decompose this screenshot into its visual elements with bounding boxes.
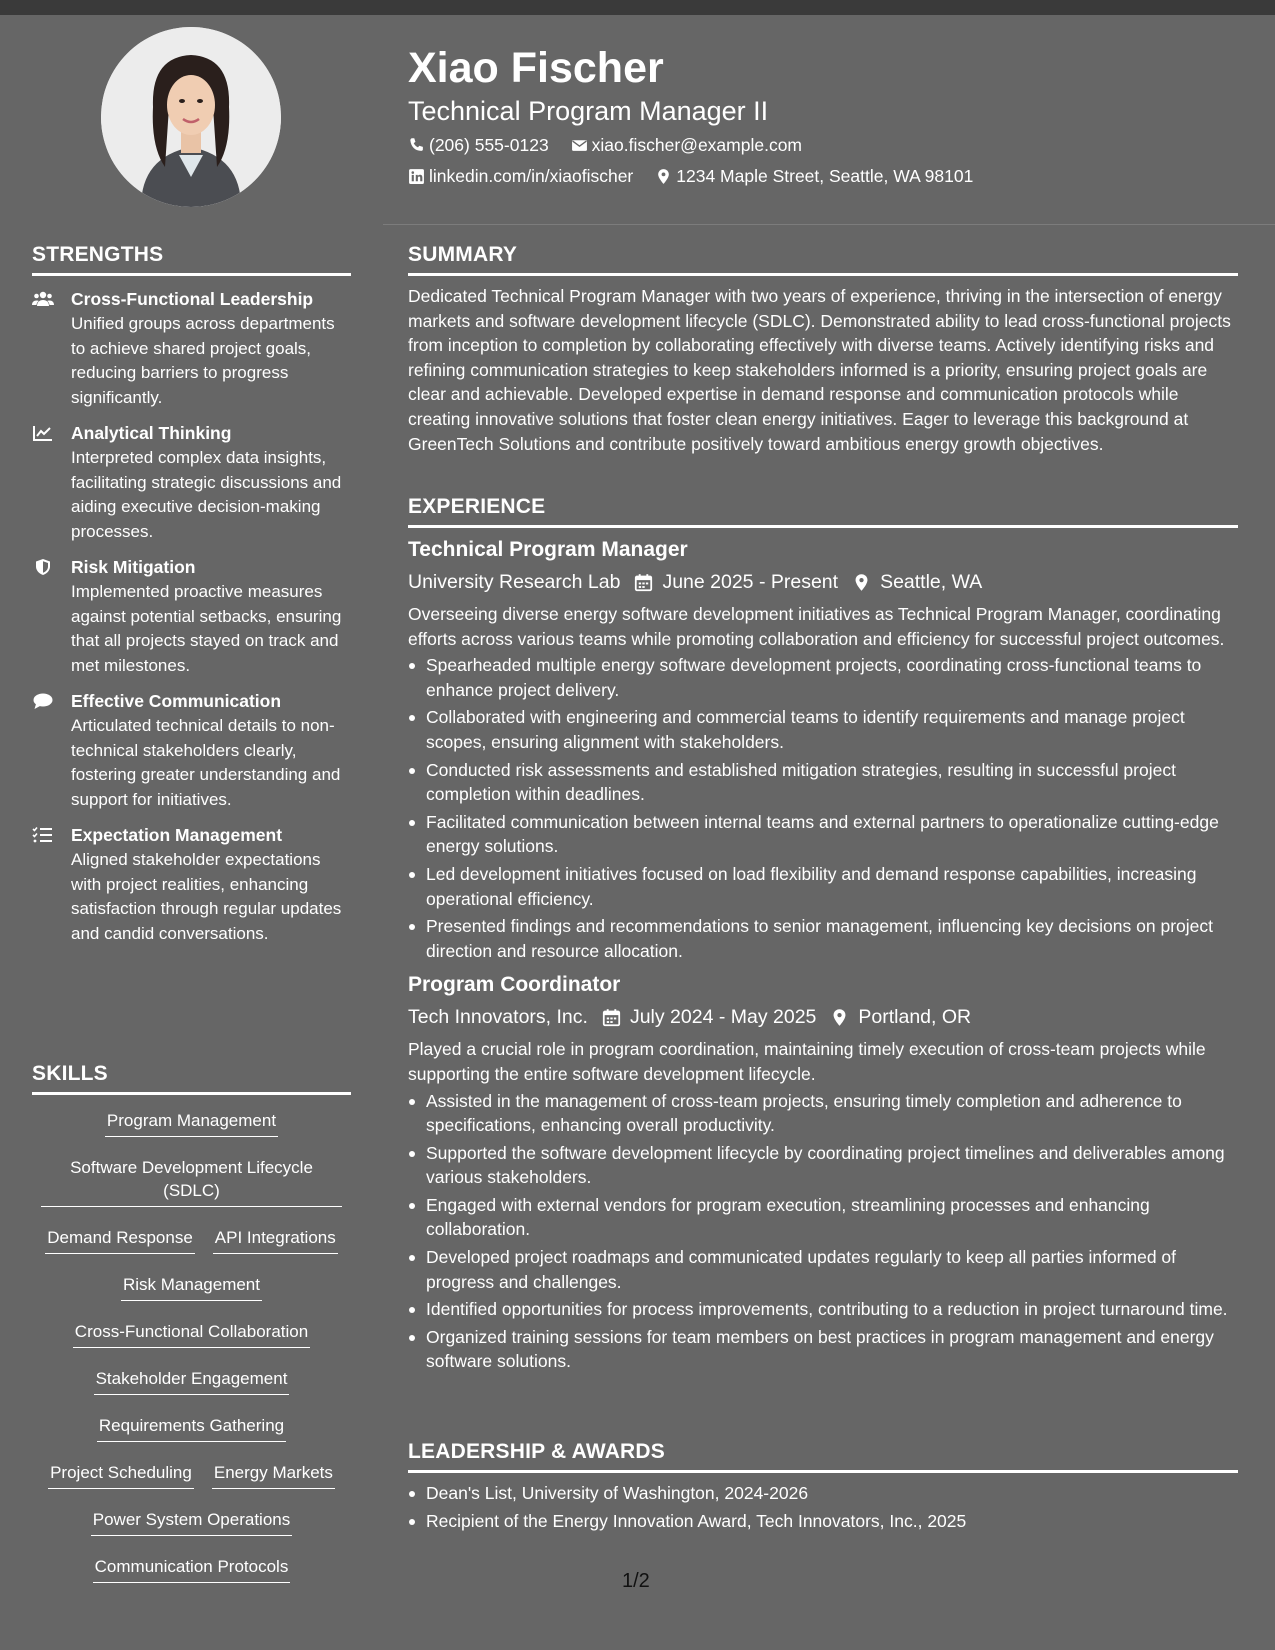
- strength-title: Cross-Functional Leadership: [71, 289, 314, 309]
- strength-item: [32, 556, 351, 678]
- job-entry: [408, 971, 1238, 1374]
- summary-heading: SUMMARY: [408, 243, 1238, 276]
- skill-tag: Software Development Lifecycle (SDLC): [41, 1154, 342, 1207]
- contact-row-2: [408, 164, 973, 188]
- calendar-icon: [588, 1008, 630, 1027]
- chart-line-icon: [32, 424, 54, 442]
- bullet-item: Led development initiatives focused on load flexibility and demand response capabilities, increasing operational efficiency.: [408, 862, 1238, 911]
- skill-tag: Communication Protocols: [93, 1553, 291, 1583]
- skill-tag: Demand Response: [45, 1224, 195, 1254]
- summary-section: [408, 243, 1238, 456]
- top-bar: [0, 0, 1275, 15]
- speech-bubble-icon: [32, 692, 54, 710]
- shield-icon: [32, 558, 54, 576]
- address-text: 1234 Maple Street, Seattle, WA 98101: [676, 166, 974, 186]
- calendar-icon: [620, 573, 662, 592]
- strength-title: Risk Mitigation: [71, 557, 196, 577]
- bullet-item: Engaged with external vendors for program execution, streamlining processes and enhancing collaboration.: [408, 1193, 1238, 1242]
- strength-title: Expectation Management: [71, 825, 283, 845]
- phone-icon: [408, 137, 425, 154]
- job-role-title: Technical Program Manager II: [408, 96, 769, 126]
- email-contact[interactable]: [571, 133, 802, 157]
- header-divider: [383, 224, 1275, 225]
- envelope-icon: [571, 137, 588, 154]
- award-item: Dean's List, University of Washington, 2024-2026: [408, 1481, 1238, 1506]
- linkedin-text[interactable]: linkedin.com/in/xiaofischer: [429, 166, 634, 186]
- job-bullets: [408, 1089, 1238, 1375]
- email-text[interactable]: xiao.fischer@example.com: [591, 135, 803, 155]
- linkedin-icon: [408, 168, 425, 185]
- bullet-item: Supported the software development lifecycle by coordinating project timelines and deliverables among various stakeholders.: [408, 1141, 1238, 1190]
- job-location: Portland, OR: [858, 1006, 972, 1029]
- awards-section: [408, 1440, 1238, 1536]
- job-title: Technical Program Manager: [408, 538, 688, 561]
- experience-heading: EXPERIENCE: [408, 495, 1238, 528]
- linkedin-contact[interactable]: [408, 164, 633, 188]
- skill-tag: Program Management: [105, 1107, 278, 1137]
- candidate-name: Xiao Fischer: [408, 44, 664, 92]
- company-name: Tech Innovators, Inc.: [408, 1006, 588, 1029]
- skills-list: [32, 1095, 351, 1592]
- bullet-item: Presented findings and recommendations to senior management, influencing key decisions on project direction and resource allocation.: [408, 914, 1238, 963]
- strengths-section: [32, 243, 351, 946]
- skill-tag: Power System Operations: [91, 1506, 292, 1536]
- strength-description: Implemented proactive measures against potential setbacks, ensuring that all projects stayed on track and met milestones.: [71, 582, 342, 675]
- bullet-item: Collaborated with engineering and commercial teams to identify requirements and manage project scopes, ensuring alignment with stakeholders.: [408, 705, 1238, 754]
- skill-tag: Stakeholder Engagement: [94, 1365, 290, 1395]
- strength-item: [32, 288, 351, 410]
- award-item: Recipient of the Energy Innovation Award, Tech Innovators, Inc., 2025: [408, 1509, 1238, 1534]
- strength-item: [32, 690, 351, 812]
- contact-row-1: [408, 133, 802, 157]
- skills-section: [32, 1062, 351, 1592]
- job-meta: [408, 568, 1238, 596]
- profile-photo: [101, 27, 281, 207]
- skill-tag: Cross-Functional Collaboration: [73, 1318, 310, 1348]
- strength-title: Effective Communication: [71, 691, 282, 711]
- job-bullets: [408, 653, 1238, 963]
- job-location: Seattle, WA: [880, 571, 983, 593]
- strength-item: [32, 824, 351, 946]
- strength-description: Articulated technical details to non-technical stakeholders clearly, fostering greater understanding and support for initiatives.: [71, 716, 341, 809]
- strength-description: Interpreted complex data insights, facilitating strategic discussions and aiding executive decision-making processes.: [71, 448, 342, 541]
- portrait-image: [101, 27, 281, 207]
- map-pin-icon: [838, 573, 880, 592]
- bullet-item: Conducted risk assessments and established mitigation strategies, resulting in successful project completion within deadlines.: [408, 758, 1238, 807]
- checklist-icon: [32, 826, 54, 844]
- skill-tag: Energy Markets: [212, 1459, 335, 1489]
- summary-text: Dedicated Technical Program Manager with two years of experience, thriving in the intersection of energy markets and software development lifecycle (SDLC). Demonstrated ability to lead cross-functional projects from inception to completion by collaborating effectively with diverse teams. Actively identifying risks and refining communication strategies to keep stakeholders informed is a priority, ensuring project goals are clear and achievable. Developed expertise in demand response and communication protocols while creating innovative solutions that foster clean energy initiatives. Eager to leverage this background at GreenTech Solutions and contribute positively toward ambitious energy growth objectives.: [408, 286, 1231, 454]
- strength-item: [32, 422, 351, 544]
- bullet-item: Assisted in the management of cross-team projects, ensuring timely completion and adherence to specifications, enhancing overall productivity.: [408, 1089, 1238, 1138]
- job-description: Played a crucial role in program coordination, maintaining timely execution of cross-team projects while supporting the entire software development lifecycle.: [408, 1039, 1206, 1084]
- strength-description: Unified groups across departments to achieve shared project goals, reducing barriers to progress significantly.: [71, 314, 335, 407]
- skills-heading: SKILLS: [32, 1062, 351, 1095]
- strength-description: Aligned stakeholder expectations with project realities, enhancing satisfaction through regular updates and candid conversations.: [71, 850, 342, 943]
- job-dates: June 2025 - Present: [662, 571, 839, 593]
- company-name: University Research Lab: [408, 571, 621, 593]
- phone-text: (206) 555-0123: [429, 135, 549, 155]
- job-dates: July 2024 - May 2025: [629, 1006, 817, 1029]
- skill-tag: Project Scheduling: [48, 1459, 194, 1489]
- skill-tag: Risk Management: [121, 1271, 262, 1301]
- skill-tag: Requirements Gathering: [97, 1412, 286, 1442]
- address-contact: [655, 164, 973, 188]
- bullet-item: Spearheaded multiple energy software development projects, coordinating cross-functional teams to enhance project delivery.: [408, 653, 1238, 702]
- job-title: Program Coordinator: [408, 973, 621, 997]
- job-description: Overseeing diverse energy software development initiatives as Technical Program Manager, coordinating efforts across various teams while promoting collaboration and efficiency for successful project outcomes.: [408, 604, 1225, 649]
- skill-tag: API Integrations: [213, 1224, 338, 1254]
- awards-list: [408, 1481, 1238, 1533]
- strengths-heading: STRENGTHS: [32, 243, 351, 276]
- bullet-item: Organized training sessions for team members on best practices in program management and energy software solutions.: [408, 1325, 1238, 1374]
- bullet-item: Identified opportunities for process improvements, contributing to a reduction in project turnaround time.: [408, 1297, 1238, 1322]
- map-pin-icon: [816, 1008, 858, 1027]
- job-meta: [408, 1003, 1238, 1031]
- strength-title: Analytical Thinking: [71, 423, 232, 443]
- experience-section: [408, 495, 1238, 1377]
- bullet-item: Developed project roadmaps and communicated updates regularly to keep all parties informed of progress and challenges.: [408, 1245, 1238, 1294]
- page-number: 1/2: [622, 1570, 650, 1592]
- bullet-item: Facilitated communication between internal teams and external partners to operationalize cutting-edge energy solutions.: [408, 810, 1238, 859]
- map-pin-icon: [655, 168, 672, 185]
- awards-heading: LEADERSHIP & AWARDS: [408, 1440, 1238, 1473]
- users-icon: [32, 290, 54, 308]
- job-entry: [408, 536, 1238, 963]
- phone-contact: [408, 133, 549, 157]
